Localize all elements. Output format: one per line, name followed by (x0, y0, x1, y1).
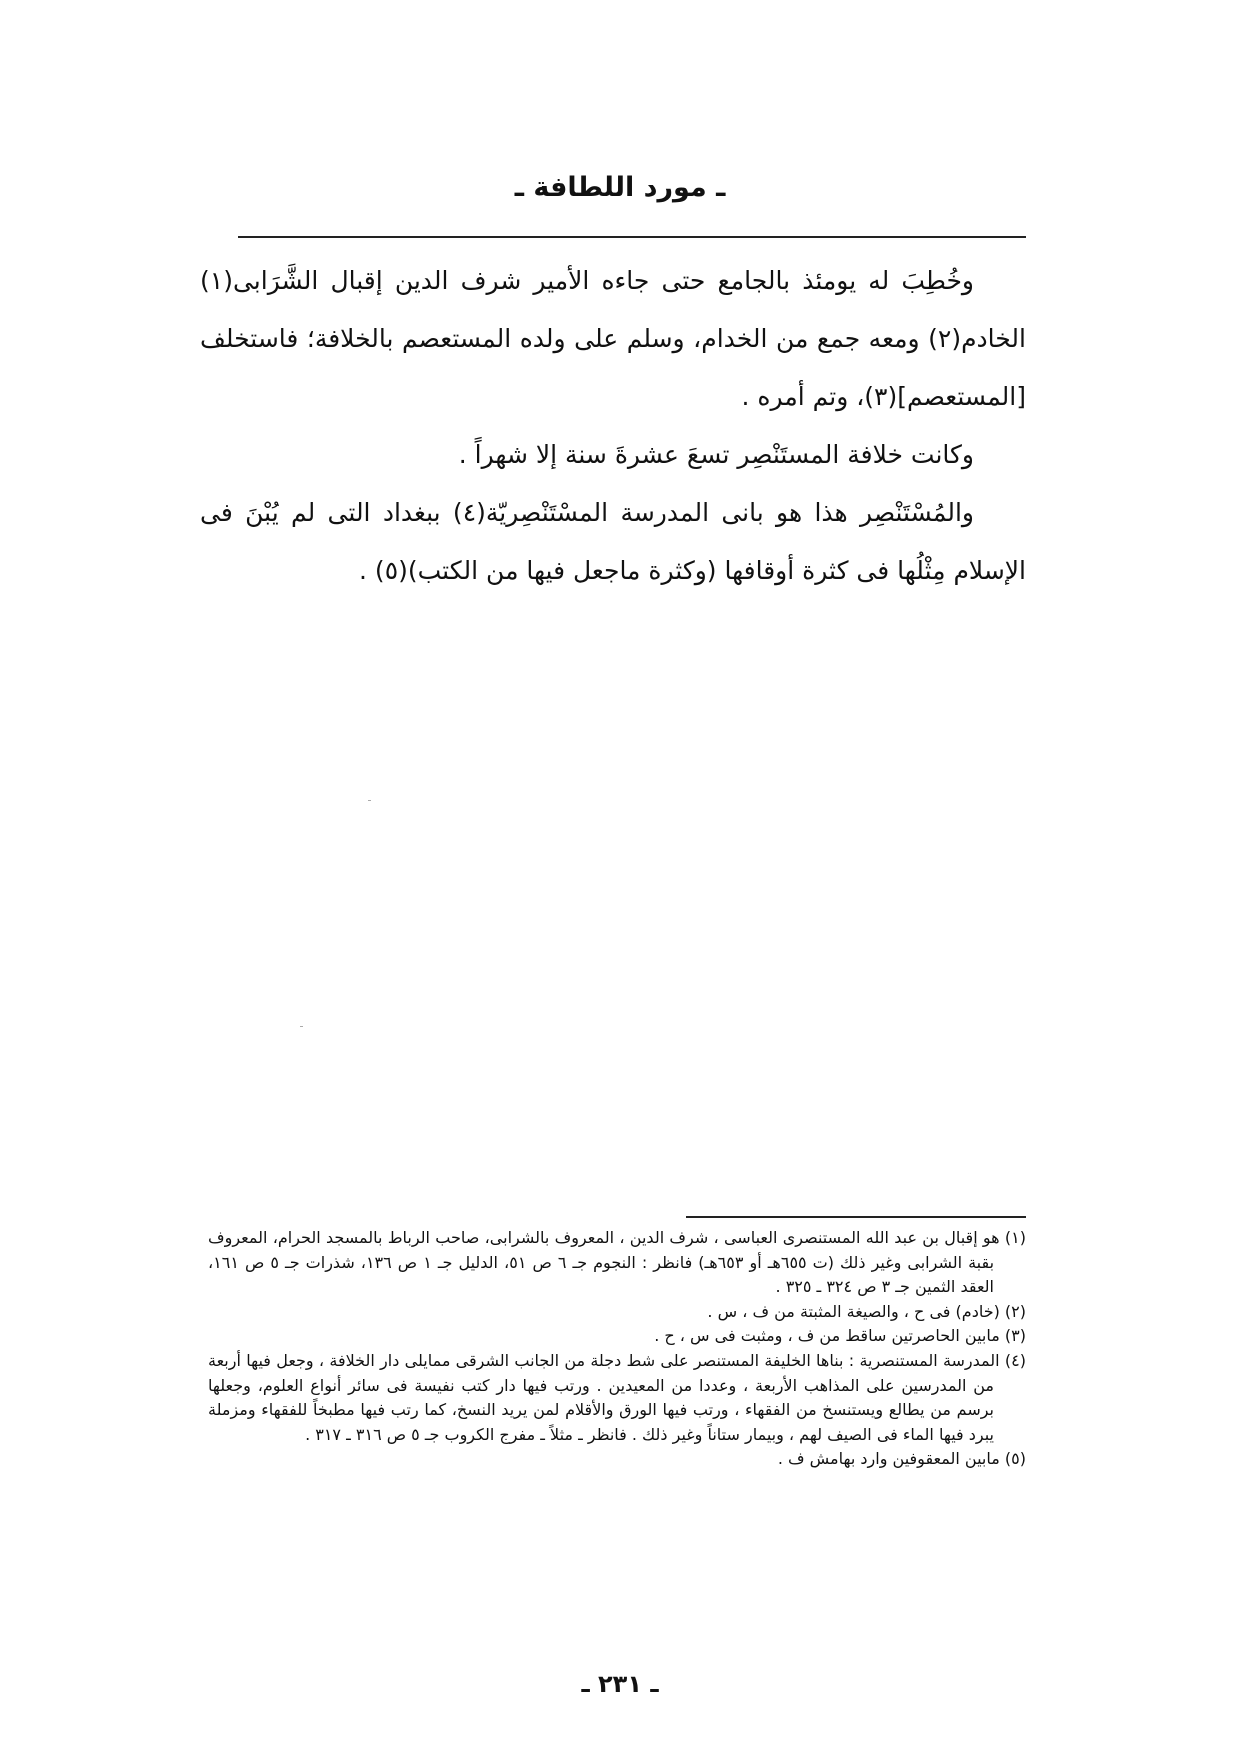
footnotes (208, 1226, 1026, 1472)
main-text (200, 252, 1026, 600)
footnote-divider (686, 1216, 1026, 1218)
paragraph: وخُطِبَ له يومئذ بالجامع حتى جاءه الأمير شرف الدين إقبال الشَّرَابى(١) الخادم(٢) ومعه جمع من الخدام، وسلم على ولده المستعصم بالخلافة؛ فاستخلف [المستعصم](٣)، وتم أمره . (200, 266, 1026, 411)
footnote-item: (٤) المدرسة المستنصرية : بناها الخليفة المستنصر على شط دجلة من الجانب الشرقى ممايلى دار الخلافة ، وجعل فيها أربعة من المدرسين على المذاهب الأربعة ، وعددا من المعيدين . ورتب فيها دار كتب نفيسة فى سائر أنواع العلوم، وجعلها برسم من يطالع ويستنسخ من الفقهاء ، ورتب فيها الورق والأقلام لمن يريد النسخ، كما رتب فيها مطبخاً للفقهاء ومزملة يبرد فيها الماء فى الصيف لهم ، وبيمار ستاناً وغير ذلك . فانظر ـ مثلاً ـ مفرج الكروب جـ ٥ ص ٣١٦ ـ ٣١٧ . (208, 1350, 1026, 1444)
running-header-title: ـ مورد اللطافة ـ (514, 172, 726, 203)
footnote-item: (٣) مابين الحاصرتين ساقط من ف ، ومثبت فى س ، ح . (654, 1326, 1026, 1346)
header-divider (238, 236, 1026, 238)
page-number: ـ ٢٣١ ـ (581, 1670, 659, 1698)
footnote-item: (١) هو إقبال بن عبد الله المستنصرى العباسى ، شرف الدين ، المعروف بالشرابى، صاحب الرباط بالمسجد الحرام، المعروف بقبة الشرابى وغير ذلك (ت ٦٥٥هـ أو ٦٥٣هـ) فانظر : النجوم جـ ٦ ص ٥١، الدليل جـ ١ ص ١٣٦، شذرات جـ ٥ ص ١٦١، العقد الثمين جـ ٣ ص ٣٢٤ ـ ٣٢٥ . (208, 1228, 1026, 1297)
footnote-item: (٢) (خادم) فى ح ، والصيغة المثبتة من ف ، س . (707, 1301, 1026, 1321)
scan-speck (300, 1026, 303, 1027)
paragraph: والمُسْتَنْصِر هذا هو بانى المدرسة المسْتَنْصِريّة(٤) ببغداد التى لم يُبْنَ فى الإسلام مِثْلُها فى كثرة أوقافها (وكثرة ماجعل فيها من الكتب)(٥) . (200, 498, 1026, 585)
footnote-item: (٥) مابين المعقوفين وارد بهامش ف . (777, 1449, 1026, 1469)
scan-speck (368, 800, 371, 801)
paragraph: وكانت خلافة المستَنْصِر تسعَ عشرةَ سنة إلا شهراً . (458, 440, 974, 469)
